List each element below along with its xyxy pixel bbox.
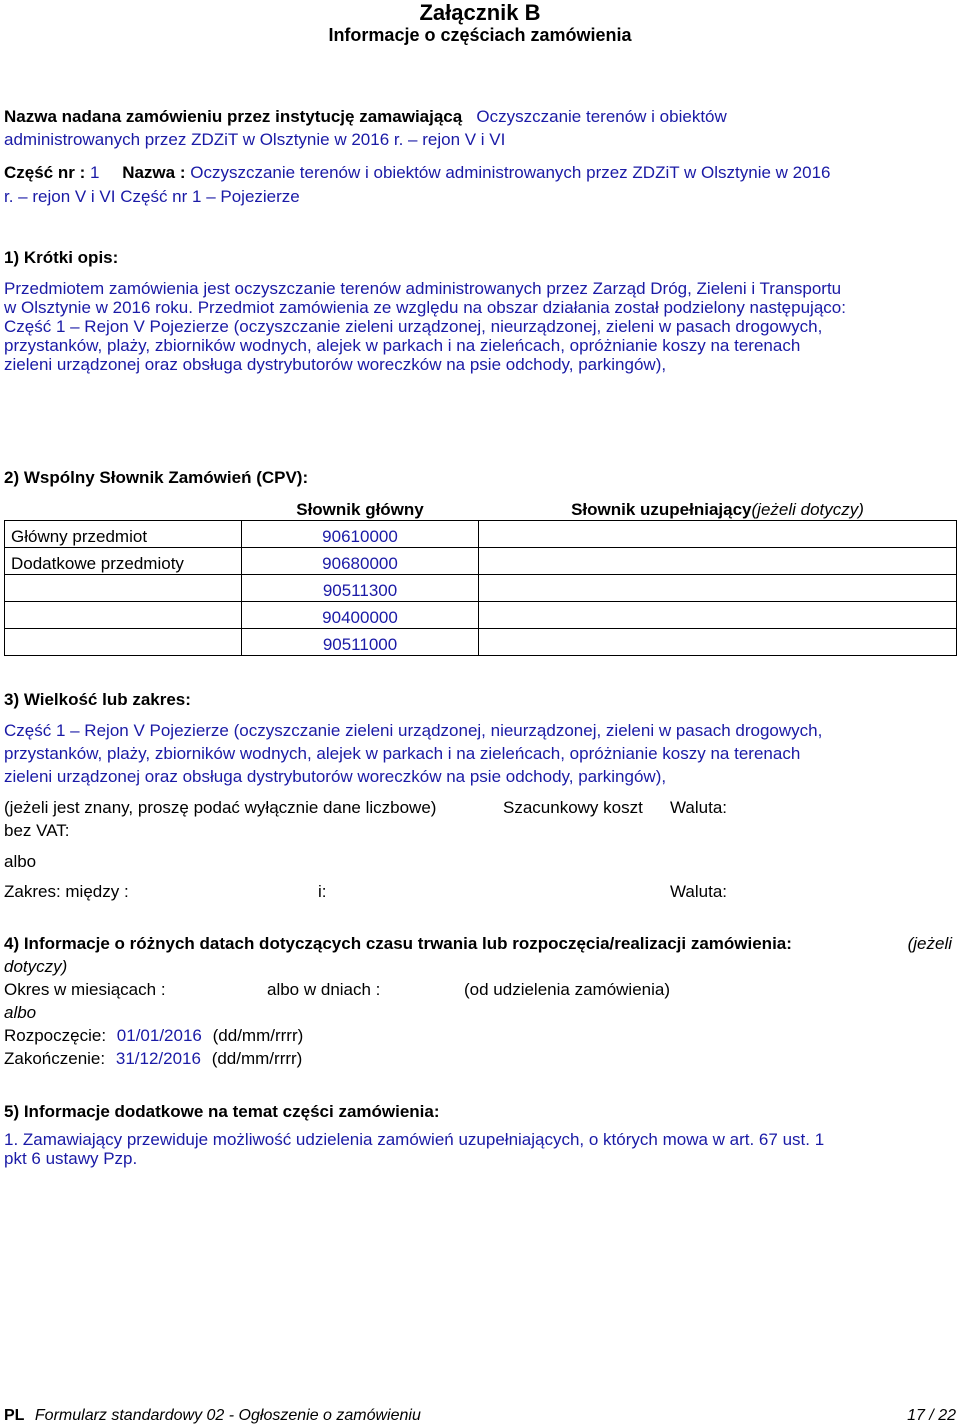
start-label: Rozpoczęcie:: [4, 1026, 107, 1045]
range-label: Zakres: między :: [4, 882, 129, 901]
section1-heading: 1) Krótki opis:: [4, 248, 119, 267]
additional-info-line: 1. Zamawiający przewiduje możliwość udzielenia zamówień uzupełniających, o których mowa w art. 67 ust. 1: [4, 1130, 825, 1149]
end-value: 31/12/2016: [115, 1049, 201, 1068]
cpv-table: [4, 493, 957, 656]
numeric-note: (jeżeli jest znany, proszę podać wyłącznie dane liczbowe): [4, 798, 437, 817]
cpv-col-supp-label: Słownik uzupełniający: [571, 500, 752, 519]
start-value: 01/01/2016: [116, 1026, 202, 1045]
end-label: Zakończenie:: [4, 1049, 106, 1068]
scope-line: Część 1 – Rejon V Pojezierze (oczyszczanie zieleni urządzonej, nieurządzonej, zieleni w pasach drogowych,: [4, 721, 823, 740]
or-text: albo: [4, 1003, 37, 1022]
section5-heading: 5) Informacje dodatkowe na temat części zamówienia:: [4, 1102, 440, 1121]
cpv-header-row: [5, 493, 957, 521]
section4-note-cont: dotyczy): [4, 957, 68, 976]
table-row: [5, 548, 957, 575]
cpv-code: 90680000: [242, 548, 479, 575]
cpv-col-main: Słownik główny: [242, 493, 479, 521]
months-label: Okres w miesiącach :: [4, 980, 166, 999]
vat-label: bez VAT:: [4, 821, 70, 840]
description-line: przystanków, plaży, zbiorników wodnych, alejek w parkach i na zieleńcach, opróżnianie koszy na terenach: [4, 336, 801, 355]
footer-form: Formularz standardowy 02 - Ogłoszenie o zamówieniu: [34, 1407, 421, 1424]
contract-name-value: Oczyszczanie terenów i obiektów: [476, 107, 727, 126]
description-line: Część 1 – Rejon V Pojezierze (oczyszczanie zieleni urządzonej, nieurządzonej, zieleni w pasach drogowych,: [4, 317, 823, 336]
description-line: Przedmiotem zamówienia jest oczyszczanie terenów administrowanych przez Zarząd Dróg, Zieleni i Transportu: [4, 279, 842, 298]
part-row: [4, 161, 952, 184]
date-format: (dd/mm/rrrr): [211, 1049, 303, 1068]
cpv-row-label: [5, 629, 242, 656]
cpv-row-label: [5, 575, 242, 602]
contract-name-row: [4, 105, 952, 128]
period-row: [4, 978, 952, 1001]
days-label: albo w dniach :: [267, 980, 381, 999]
section4-note: (jeżeli: [907, 934, 952, 953]
cpv-col-supp-note: (jeżeli dotyczy): [751, 500, 864, 519]
scope-line: przystanków, plaży, zbiorników wodnych, alejek w parkach i na zieleńcach, opróżnianie koszy na terenach: [4, 744, 801, 763]
footer-page: 17 / 22: [907, 1407, 956, 1424]
page-title: Załącznik B: [419, 0, 541, 25]
or-text: albo: [4, 852, 37, 871]
cpv-code: 90610000: [242, 521, 479, 548]
part-number-value: 1: [89, 163, 100, 182]
from-award: (od udzielenia zamówienia): [464, 980, 671, 999]
part-name-value: Oczyszczanie terenów i obiektów administrowanych przez ZDZiT w Olsztynie w 2016: [190, 163, 831, 182]
date-format: (dd/mm/rrrr): [212, 1026, 304, 1045]
range-and: i:: [318, 882, 327, 901]
table-row: [5, 575, 957, 602]
section2-heading: 2) Wspólny Słownik Zamówień (CPV):: [4, 468, 309, 487]
cpv-code: 90511300: [242, 575, 479, 602]
footer: [4, 1406, 956, 1426]
scope-line: zieleni urządzonej oraz obsługa dystrybutorów woreczków na psie odchody, parkingów),: [4, 767, 667, 786]
page-subtitle: Informacje o częściach zamówienia: [328, 25, 632, 45]
cost-label: Szacunkowy koszt: [503, 798, 643, 817]
table-row: [5, 521, 957, 548]
start-row: [4, 1024, 952, 1047]
section4-heading: 4) Informacje o różnych datach dotyczących czasu trwania lub rozpoczęcia/realizacji zamówienia:: [4, 934, 792, 953]
cpv-code: 90400000: [242, 602, 479, 629]
cpv-code: 90511000: [242, 629, 479, 656]
part-name-value-cont: r. – rejon V i VI Część nr 1 – Pojezierze: [4, 187, 300, 206]
table-row: [5, 602, 957, 629]
section3-heading: 3) Wielkość lub zakres:: [4, 690, 191, 709]
range-row: [4, 880, 952, 903]
part-number-label: Część nr :: [4, 163, 86, 182]
cpv-row-label: [5, 602, 242, 629]
contract-name-label: Nazwa nadana zamówieniu przez instytucję zamawiającą: [4, 107, 463, 126]
additional-info-line: pkt 6 ustawy Pzp.: [4, 1149, 138, 1168]
cpv-col-supp: [479, 493, 957, 521]
end-row: [4, 1047, 952, 1070]
description-line: w Olsztynie w 2016 roku. Przedmiot zamówienia ze względu na obszar działania został podzielony następująco:: [4, 298, 846, 317]
table-row: [5, 629, 957, 656]
range-currency: Waluta:: [670, 882, 728, 901]
cpv-row-label: Główny przedmiot: [5, 521, 242, 548]
section1-description: [4, 279, 954, 374]
description-line: zieleni urządzonej oraz obsługa dystrybutorów woreczków na psie odchody, parkingów),: [4, 355, 667, 374]
section4-heading-row: [4, 932, 952, 955]
numeric-note-row: [4, 796, 952, 819]
cpv-row-label: Dodatkowe przedmioty: [5, 548, 242, 575]
contract-name-value-cont: administrowanych przez ZDZiT w Olsztynie w 2016 r. – rejon V i VI: [4, 130, 506, 149]
part-name-label: Nazwa :: [122, 163, 186, 182]
currency-label: Waluta:: [670, 798, 728, 817]
footer-lang: PL: [4, 1407, 25, 1424]
